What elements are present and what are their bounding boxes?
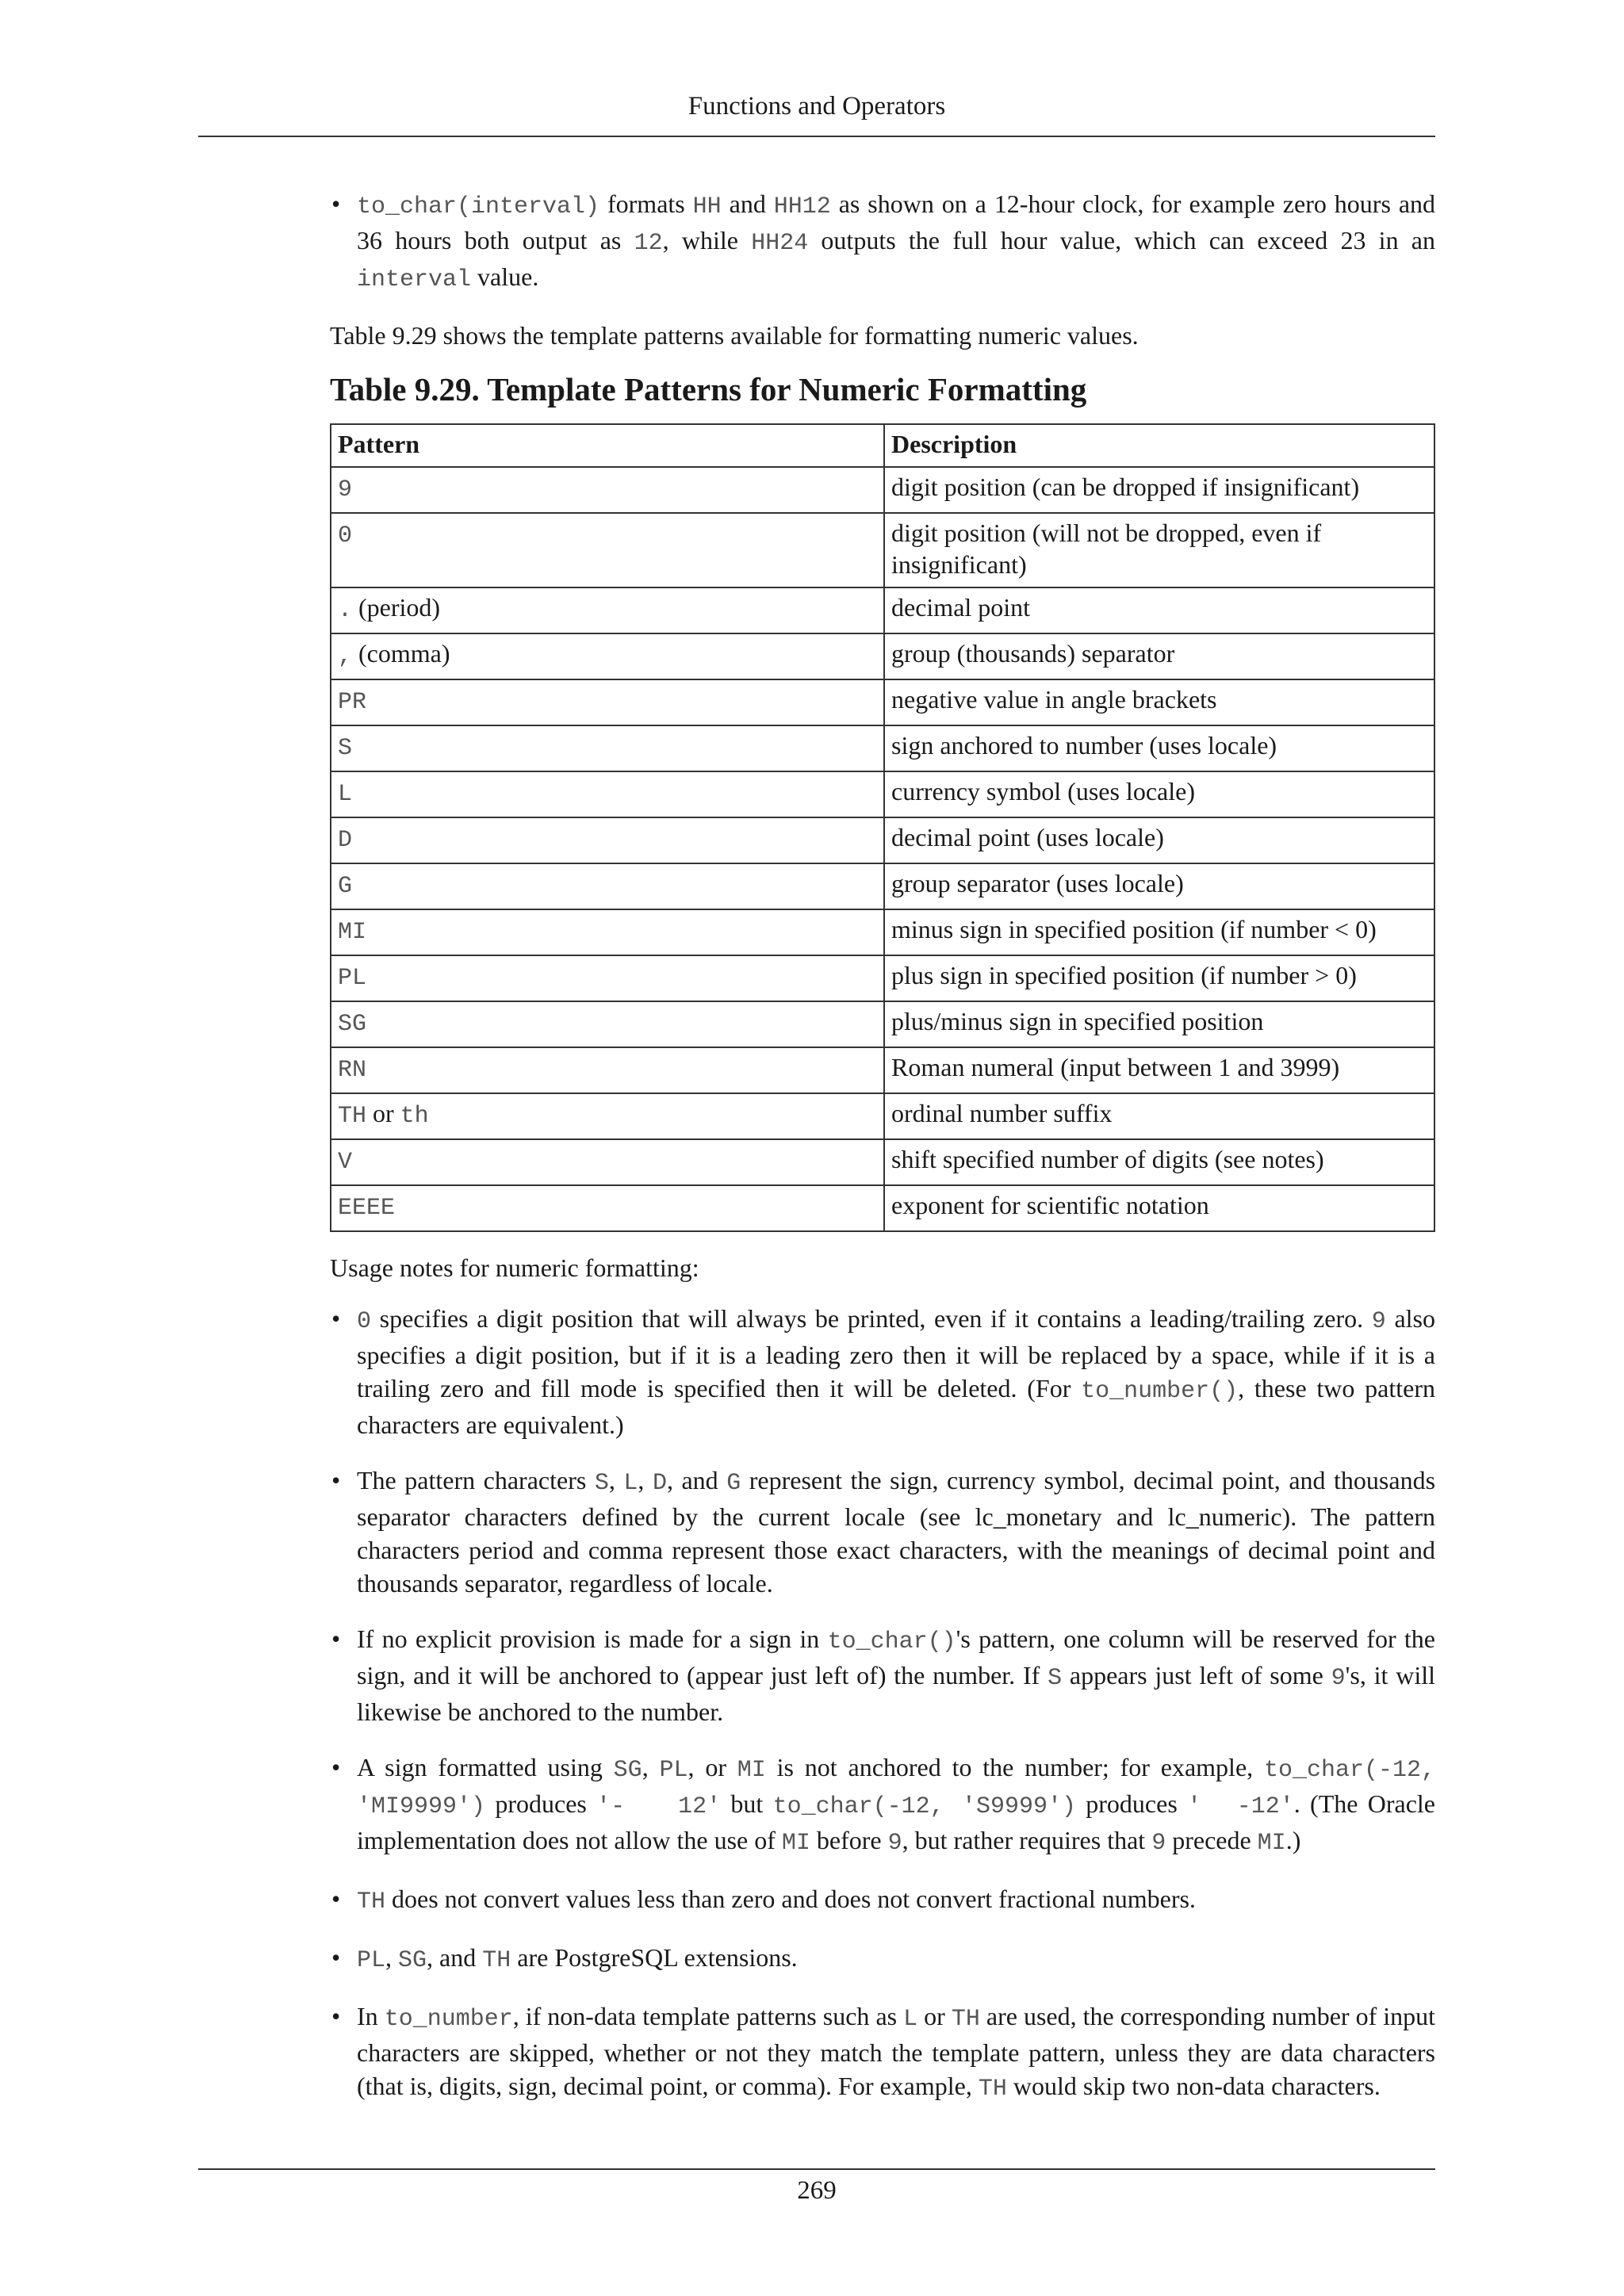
pattern-cell [331, 679, 884, 725]
code: MI [1257, 1830, 1286, 1857]
code: S [594, 1470, 609, 1497]
table-row [331, 771, 1434, 817]
code: 9 [1151, 1830, 1166, 1857]
code: '- 12' [596, 1793, 722, 1820]
text: and [721, 189, 774, 218]
pattern-cell [331, 633, 884, 679]
text: , [608, 1466, 624, 1494]
pattern-code: EEEE [338, 1195, 396, 1222]
code: TH [482, 1947, 511, 1974]
description-cell: group separator (uses locale) [884, 863, 1434, 909]
pattern-cell [331, 817, 884, 863]
text: precede [1166, 1826, 1258, 1854]
code: 12 [634, 230, 663, 257]
table-row [331, 955, 1434, 1001]
description-cell: exponent for scientific notation [884, 1185, 1434, 1231]
table-row [331, 1093, 1434, 1139]
pattern-cell [331, 863, 884, 909]
description-cell: digit position (will not be dropped, even if insignificant) [884, 513, 1434, 587]
text: does not convert values less than zero and does not convert fractional numbers. [385, 1885, 1196, 1913]
code: L [903, 2006, 918, 2033]
pattern-cell [331, 1093, 884, 1139]
usage-note [330, 1999, 1435, 2106]
pattern-code: TH [338, 1103, 367, 1130]
code: S [1048, 1665, 1063, 1692]
text: 's pattern, one column will be reserved for the sign, and it will be anchored to (appear just left of) the number. If [357, 1624, 1436, 1689]
table-row [331, 633, 1434, 679]
text: appears just left of some [1062, 1661, 1331, 1689]
pattern-note: or [366, 1099, 400, 1127]
text: are used, the corresponding number of input characters are skipped, whether or not they match the template pattern, unless they are data characters (that is, digits, sign, decimal point, or comma). For example, [357, 2002, 1436, 2100]
table-header-row [331, 424, 1434, 467]
code: HH24 [751, 230, 809, 257]
text: or [917, 2002, 952, 2030]
code: D [652, 1470, 667, 1497]
page-content [330, 187, 1435, 2128]
usage-heading: Usage notes for numeric formatting: [330, 1253, 699, 1282]
text: In [357, 2002, 385, 2030]
pattern-code: , [338, 643, 353, 670]
code: 9 [1331, 1665, 1346, 1692]
table-row [331, 817, 1434, 863]
description-cell: plus/minus sign in specified position [884, 1001, 1434, 1047]
code: to_number [384, 2006, 513, 2033]
code: L [623, 1470, 638, 1497]
code: 0 [357, 1308, 372, 1335]
pattern-note: (period) [352, 593, 441, 622]
usage-note [330, 1882, 1435, 1919]
page-number: 269 [797, 2176, 837, 2205]
code: HH12 [773, 193, 831, 220]
text: specifies a digit position that will always be printed, even if it contains a leading/trailing zero. [371, 1304, 1372, 1333]
pattern-cell [331, 587, 884, 633]
text: outputs the full hour value, which can exceed 23 in an [808, 226, 1436, 254]
usage-notes-list [330, 1302, 1435, 2106]
pattern-code: SG [338, 1011, 367, 1038]
column-header-description: Description [884, 424, 1434, 467]
code: TH [978, 2076, 1007, 2103]
description-cell: plus sign in specified position (if number > 0) [884, 955, 1434, 1001]
code: to_number() [1081, 1378, 1239, 1405]
code: G [726, 1470, 741, 1497]
pattern-cell [331, 467, 884, 513]
table-row [331, 467, 1434, 513]
pattern-code: PR [338, 689, 367, 716]
text: , and [427, 1943, 483, 1972]
text: as shown on a 12-hour clock, for example zero hours and 36 hours both output as [357, 189, 1436, 254]
text: , [385, 1943, 399, 1972]
description-cell: group (thousands) separator [884, 633, 1434, 679]
usage-note [330, 1464, 1435, 1600]
text: produces [485, 1789, 597, 1818]
text: 's, it will likewise be anchored to the number. [357, 1661, 1436, 1726]
pattern-note: (comma) [352, 639, 450, 668]
usage-note [330, 1941, 1435, 1977]
table-row [331, 679, 1434, 725]
pattern-code: RN [338, 1057, 367, 1084]
code: PL [357, 1947, 386, 1974]
code: 9 [1371, 1308, 1386, 1335]
header-rule [198, 136, 1435, 137]
text: would skip two non-data characters. [1006, 2072, 1381, 2100]
table-row [331, 1047, 1434, 1093]
intro-bullet-list [330, 187, 1435, 297]
text: are PostgreSQL extensions. [511, 1943, 798, 1972]
table-row [331, 587, 1434, 633]
code: MI [781, 1830, 810, 1857]
code: to_char(interval) [357, 193, 600, 220]
description-cell: ordinal number suffix [884, 1093, 1434, 1139]
code: to_char(-12, 'S9999') [772, 1793, 1076, 1820]
usage-note [330, 1622, 1435, 1728]
pattern-code: L [338, 781, 353, 808]
patterns-table [330, 423, 1435, 1232]
pattern-cell [331, 955, 884, 1001]
text: , these two pattern characters are equivalent.) [357, 1374, 1436, 1439]
pattern-cell [331, 1185, 884, 1231]
pattern-cell [331, 513, 884, 587]
pattern-cell [331, 725, 884, 771]
table-row [331, 863, 1434, 909]
text: If no explicit provision is made for a sign in [357, 1624, 828, 1653]
text: produces [1075, 1789, 1188, 1818]
code: MI [737, 1757, 766, 1784]
description-cell: minus sign in specified position (if number < 0) [884, 909, 1434, 955]
intro-bullet [330, 187, 1435, 297]
code: HH [692, 193, 722, 220]
description-cell: Roman numeral (input between 1 and 3999) [884, 1047, 1434, 1093]
pattern-code: V [338, 1149, 353, 1176]
pattern-cell [331, 909, 884, 955]
description-cell: decimal point [884, 587, 1434, 633]
table-intro: Table 9.29 shows the template patterns available for formatting numeric values. [330, 321, 1139, 350]
text: , while [662, 226, 752, 254]
text: , [642, 1753, 660, 1781]
text: represent the sign, currency symbol, decimal point, and thousands separator characters defined by the current locale (see lc_monetary and lc_numeric). The pattern characters period and comma represent those exact characters, with the meanings of decimal point and thousands separator, regardless of locale. [357, 1466, 1436, 1598]
text: also specifies a digit position, but if it is a leading zero then it will be replaced by a space, while if it is a trailing zero and fill mode is specified then it will be deleted. (For [357, 1304, 1436, 1402]
text: , but rather requires that [902, 1826, 1152, 1854]
text: . (The Oracle implementation does not allow the use of [357, 1789, 1436, 1854]
pattern-code: th [400, 1103, 429, 1130]
pattern-code: PL [338, 965, 367, 992]
pattern-code: G [338, 873, 353, 900]
text: is not anchored to the number; for example, [765, 1753, 1264, 1781]
table-title: Table 9.29. Template Patterns for Numeric Formatting [330, 371, 1087, 408]
table-row [331, 909, 1434, 955]
text: before [810, 1826, 888, 1854]
table-row [331, 725, 1434, 771]
usage-note [330, 1302, 1435, 1441]
table-row [331, 513, 1434, 587]
text: The pattern characters [357, 1466, 595, 1494]
pattern-code: MI [338, 919, 367, 946]
pattern-code: 0 [338, 522, 353, 549]
description-cell: sign anchored to number (uses locale) [884, 725, 1434, 771]
footer-rule [198, 2168, 1435, 2170]
table-row [331, 1139, 1434, 1185]
code: to_char() [827, 1628, 956, 1655]
description-cell: negative value in angle brackets [884, 679, 1434, 725]
code: 9 [887, 1830, 902, 1857]
table-row [331, 1001, 1434, 1047]
text: , if non-data template patterns such as [512, 2002, 904, 2030]
text: , and [666, 1466, 727, 1494]
pattern-cell [331, 771, 884, 817]
table-row [331, 1185, 1434, 1231]
pattern-cell [331, 1139, 884, 1185]
pattern-code: S [338, 735, 353, 762]
column-header-pattern: Pattern [331, 424, 884, 467]
pattern-cell [331, 1001, 884, 1047]
pattern-code: 9 [338, 476, 353, 503]
table-body [331, 467, 1434, 1231]
code: TH [951, 2006, 980, 2033]
pattern-code: . [338, 597, 353, 624]
text: value. [471, 262, 539, 291]
usage-note [330, 1751, 1435, 1860]
code: ' -12' [1187, 1793, 1294, 1820]
code: TH [357, 1888, 386, 1915]
description-cell: currency symbol (uses locale) [884, 771, 1434, 817]
text: formats [599, 189, 693, 218]
text: .) [1285, 1826, 1301, 1854]
running-header: Functions and Operators [688, 92, 946, 121]
code: SG [613, 1757, 642, 1784]
text: , [638, 1466, 653, 1494]
code: to_char(-12, 'MI9999') [357, 1757, 1435, 1820]
code: PL [659, 1757, 688, 1784]
text: , or [688, 1753, 737, 1781]
description-cell: digit position (can be dropped if insignificant) [884, 467, 1434, 513]
description-cell: decimal point (uses locale) [884, 817, 1434, 863]
code: SG [398, 1947, 427, 1974]
description-cell: shift specified number of digits (see notes) [884, 1139, 1434, 1185]
text: A sign formatted using [357, 1753, 614, 1781]
text: but [721, 1789, 773, 1818]
pattern-cell [331, 1047, 884, 1093]
code: interval [357, 266, 472, 293]
pattern-code: D [338, 827, 353, 854]
